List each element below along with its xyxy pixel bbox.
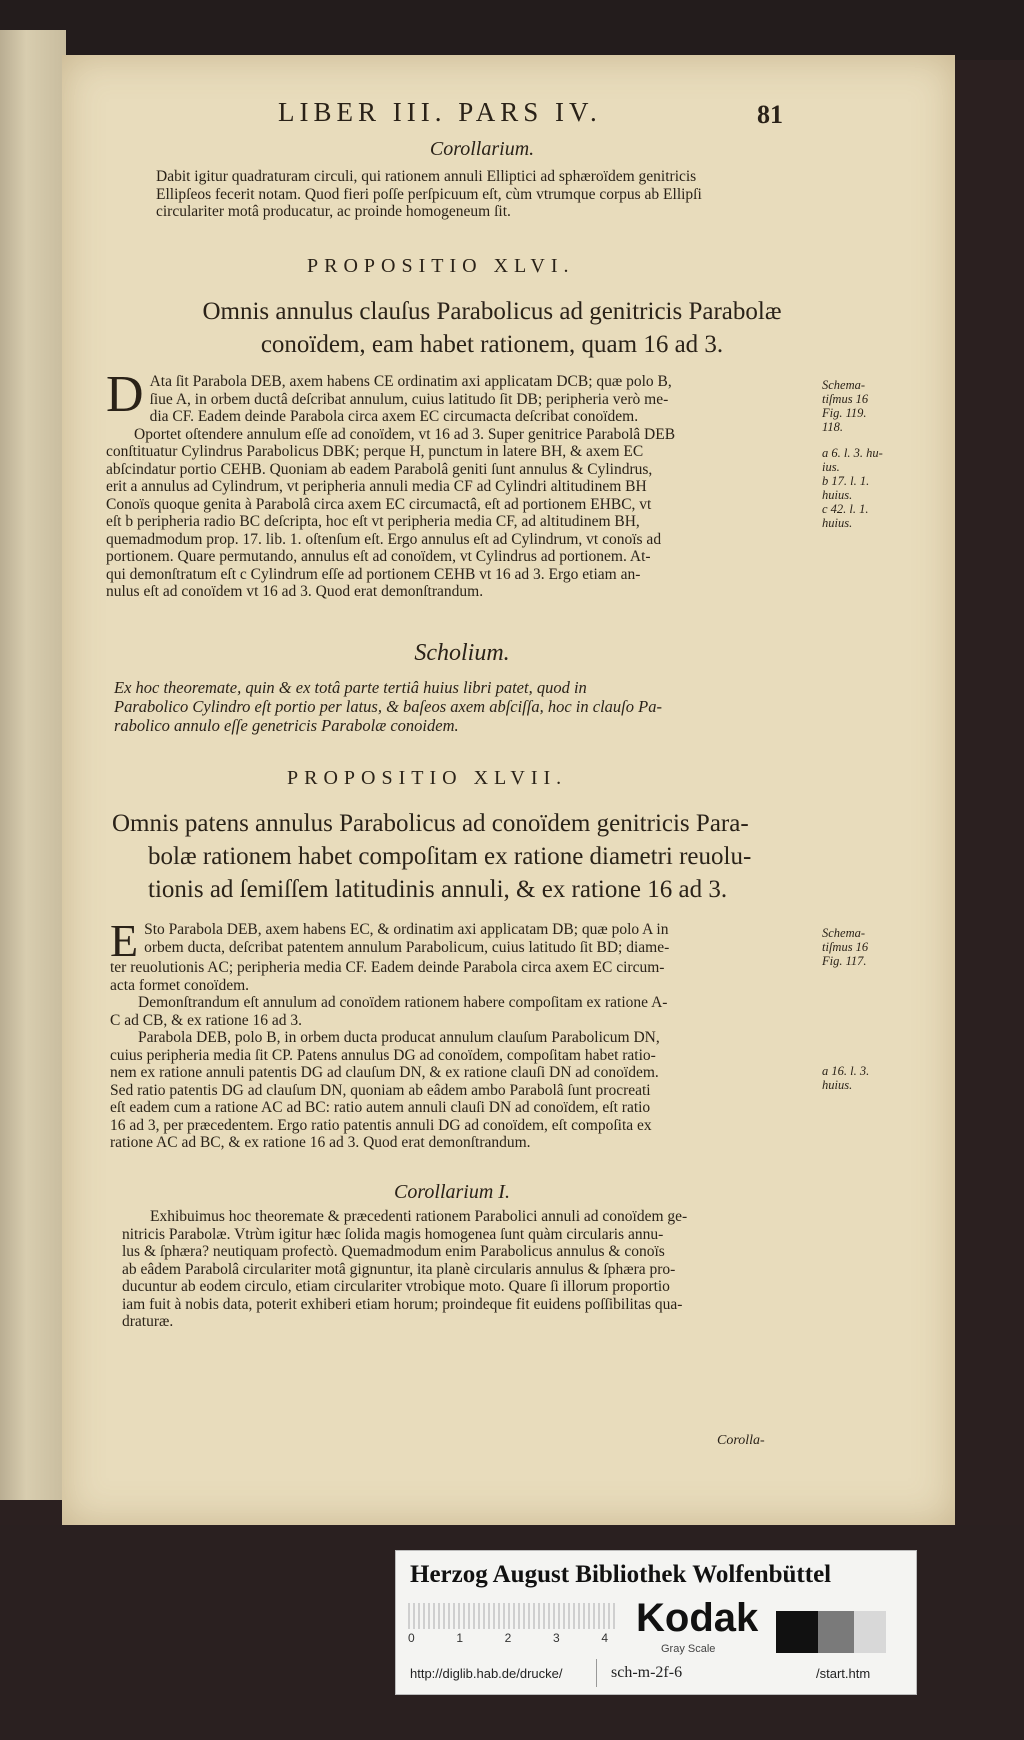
text-line: quemadmodum prop. 17. lib. 1. oſtenſum eſt. Ergo annulus eſt ad Cylindrum, vt conoïs ad: [106, 530, 662, 548]
scale-number: 4: [601, 1631, 608, 1645]
margin-note: [822, 926, 869, 1092]
text-line: Sed ratio patentis DG ad clauſum DN, quoniam ab eâdem ambo Parabolâ ſunt procreati: [110, 1081, 651, 1099]
scale-number: 1: [456, 1631, 464, 1645]
text-line: circulariter motâ producatur, ac proinde homogeneum ſit.: [156, 203, 511, 220]
corollarium-heading: Corollarium I.: [394, 1181, 510, 1203]
text-line: nitricis Parabolæ. Vtrùm igitur hæc ſolida magis homogenea ſunt quàm circularis annu-: [122, 1225, 664, 1243]
margin-line: Schema-: [822, 378, 866, 392]
text-line: cuius peripheria media ſit CP. Patens annulus DG ad conoïdem, compoſitam habet ratio-: [110, 1046, 656, 1064]
corollarium-text: [122, 1208, 862, 1331]
text-line: Ex hoc theoremate, quin & ex totâ parte tertiâ huius libri patet, quod in: [114, 678, 587, 697]
scale-numbers: [408, 1631, 608, 1645]
catchword: Corolla-: [717, 1433, 765, 1448]
text-line: eſt b peripheria radio BC deſcripta, hoc eſt vt peripheria media CF, ad altitudinem BH,: [106, 513, 640, 530]
text-line: C ad CB, & ex ratione 16 ad 3.: [110, 1011, 302, 1029]
text-line: Dabit igitur quadraturam circuli, qui rationem annuli Elliptici ad sphæroïdem genitricis: [156, 168, 697, 185]
scholium-text: [114, 678, 869, 735]
text-line: eſt eadem cum a ratione AC ad BC: ratio autem annuli clauſi DN ad conoïdem, eſt ratio: [110, 1099, 651, 1116]
proposition-title: PROPOSITIO XLVII.: [287, 767, 568, 789]
margin-line: ius.: [822, 460, 840, 474]
scanner-background-top: [0, 0, 1024, 60]
text-line: Conoïs quoque genita à Parabolâ circa axem EC circumactâ, eſt ad portionem EHBC, vt: [106, 495, 652, 513]
margin-note: [822, 378, 883, 530]
scale-number: 2: [504, 1631, 512, 1645]
text-line: Ellipſeos fecerit notam. Quod fieri poſſe perſpicuum eſt, cùm vtrumque corpus ab Ellipſi: [156, 185, 702, 203]
url-divider: [596, 1659, 597, 1687]
text-line: Exhibuimus hoc theoremate & præcedenti rationem Parabolici annuli ad conoïdem ge-: [150, 1208, 688, 1225]
proposition-title: PROPOSITIO XLVI.: [307, 255, 575, 277]
margin-line: c 42. l. 1.: [822, 502, 869, 516]
gray-scale-label: Gray Scale: [661, 1643, 716, 1655]
gray-patch-light: [854, 1611, 886, 1653]
url-id: sch-m-2f-6: [611, 1664, 683, 1681]
text-line: Parabola DEB, polo B, in orbem ducta producat annulum clauſum Parabolicum DN,: [138, 1029, 660, 1046]
running-head: LIBER III. PARS IV.: [278, 97, 602, 127]
text-line: qui demonſtratum eſt c Cylindrum eſſe ad portionem CEHB vt 16 ad 3. Ergo etiam an-: [106, 565, 641, 583]
kodak-logo: Kodak: [636, 1596, 759, 1640]
text-line: ab eâdem Parabolâ circulariter motâ gignuntur, ita planè circularis annulus & ſphæra pro-: [122, 1260, 676, 1278]
margin-line: tiſmus 16: [822, 392, 869, 406]
statement-line: Omnis patens annulus Parabolicus ad conoïdem genitricis Para-: [112, 810, 749, 837]
scholium-heading: Scholium.: [414, 640, 510, 666]
book-page: [62, 55, 955, 1525]
text-line: ducuntur ab eodem circulo, etiam circulariter vtrobique moto. Quare ſi illorum proportio: [122, 1278, 670, 1295]
margin-line: Fig. 119.: [822, 406, 867, 420]
text-line: Demonſtrandum eſt annulum ad conoïdem rationem habere compoſitam ex ratione A-: [138, 994, 668, 1011]
margin-line: tiſmus 16: [822, 940, 869, 954]
text-line: Sto Parabola DEB, axem habens EC, & ordinatim axi applicatam DB; quæ polo A in: [144, 921, 669, 938]
margin-line: 118.: [822, 420, 843, 434]
text-line: 16 ad 3, per præcedentem. Ergo ratio patentis annuli DG ad conoïdem, eſt compoſita ex: [110, 1116, 652, 1134]
text-line: nem ex ratione annuli patentis DG ad clauſum DN, & ex ratione clauſi DN ad conoïdem.: [110, 1064, 659, 1081]
text-line: Ata ſit Parabola DEB, axem habens CE ordinatim axi applicatam DCB; quæ polo B,: [149, 373, 672, 390]
text-line: ratione AC ad BC, & ex ratione 16 ad 3. Quod erat demonſtrandum.: [110, 1134, 531, 1151]
url-base: http://diglib.hab.de/drucke/: [410, 1666, 563, 1681]
scale-number: 3: [552, 1631, 560, 1645]
text-line: Oportet oſtendere annulum eſſe ad conoïdem, vt 16 ad 3. Super genitrice Parabolâ DEB: [134, 425, 676, 443]
margin-line: huius.: [822, 516, 853, 530]
scale-number: 0: [408, 1631, 415, 1645]
color-calibration-target: [395, 1550, 917, 1695]
text-line: erit a annulus ad Cylindrum, vt peripheria annuli media CF ad Cylindri altitudinem BH: [106, 478, 647, 495]
text-line: acta formet conoïdem.: [110, 976, 250, 994]
text-line: draturæ.: [122, 1313, 174, 1330]
drop-capital: E: [110, 915, 139, 966]
proposition-statement: [112, 807, 832, 906]
statement-line: bolæ rationem habet compoſitam ex ratione diametri reuolu-: [148, 843, 752, 870]
text-line: Parabolico Cylindro eſt portio per latus, & baſeos axem abſciſſa, hoc in clauſo Pa-: [114, 697, 662, 716]
text-line: iam fuit à nobis data, poterit exhiberi etiam horum; proindeque fit euidens poſſibilitas qua-: [122, 1295, 683, 1313]
text-line: dia CF. Eadem deinde Parabola circa axem EC circumacta deſcribat conoïdem.: [149, 408, 639, 425]
margin-line: huius.: [822, 1078, 853, 1092]
text-line: orbem ducta, deſcribat patentem annulum Parabolicum, cuius latitudo ſit BD; diame-: [144, 938, 670, 956]
text-line: abſcindatur portio CEHB. Quoniam ab eadem Parabolâ geniti ſunt annulus & Cylindrus,: [106, 460, 653, 478]
margin-line: Fig. 117.: [822, 954, 867, 968]
margin-line: b 17. l. 1.: [822, 474, 870, 488]
margin-line: a 16. l. 3.: [822, 1064, 870, 1078]
text-line: lus & ſphæra? neutiquam profectò. Quemadmodum enim Parabolicus annulus & conoïs: [122, 1243, 665, 1260]
corollarium-text: [156, 168, 876, 221]
drop-capital: D: [106, 366, 144, 423]
text-line: rabolico annulo eſſe genetricis Parabolæ conoidem.: [114, 716, 459, 735]
facing-page-edge: [0, 30, 66, 1500]
statement-line: Omnis annulus clauſus Parabolicus ad genitricis Parabolæ: [202, 298, 782, 325]
proposition-text: [106, 366, 816, 601]
proposition-text: [110, 915, 820, 1152]
statement-line: conoïdem, eam habet rationem, quam 16 ad 3.: [260, 331, 724, 358]
page-number: 81: [757, 100, 783, 129]
corollarium-heading: Corollarium.: [429, 138, 535, 160]
library-name: Herzog August Bibliothek Wolfenbüttel: [410, 1561, 832, 1588]
margin-line: a 6. l. 3. hu-: [822, 446, 883, 460]
text-line: conſtituatur Cylindrus Parabolicus DBK; perque H, punctum in latere BH, & axem EC: [106, 443, 644, 460]
statement-line: tionis ad ſemiſſem latitudinis annuli, & ex ratione 16 ad 3.: [148, 876, 728, 903]
measure-scale: [408, 1603, 618, 1629]
text-line: portionem. Quare permutando, annulus eſt ad conoïdem, vt Cylindrus ad portionem. At-: [106, 548, 651, 565]
text-line: ter reuolutionis AC; peripheria media CF. Eadem deinde Parabola circa axem EC circum-: [110, 959, 665, 976]
gray-patch-mid: [818, 1611, 854, 1653]
margin-line: huius.: [822, 488, 853, 502]
gray-patch-black: [776, 1611, 818, 1653]
text-line: nulus eſt ad conoïdem vt 16 ad 3. Quod erat demonſtrandum.: [106, 583, 484, 600]
proposition-statement: [102, 295, 882, 361]
text-line: ſiue A, in orbem ductâ deſcribat annulum, cuius latitudo ſit DB; peripheria verò me-: [149, 390, 669, 408]
margin-line: Schema-: [822, 926, 866, 940]
url-page: /start.htm: [816, 1666, 871, 1681]
